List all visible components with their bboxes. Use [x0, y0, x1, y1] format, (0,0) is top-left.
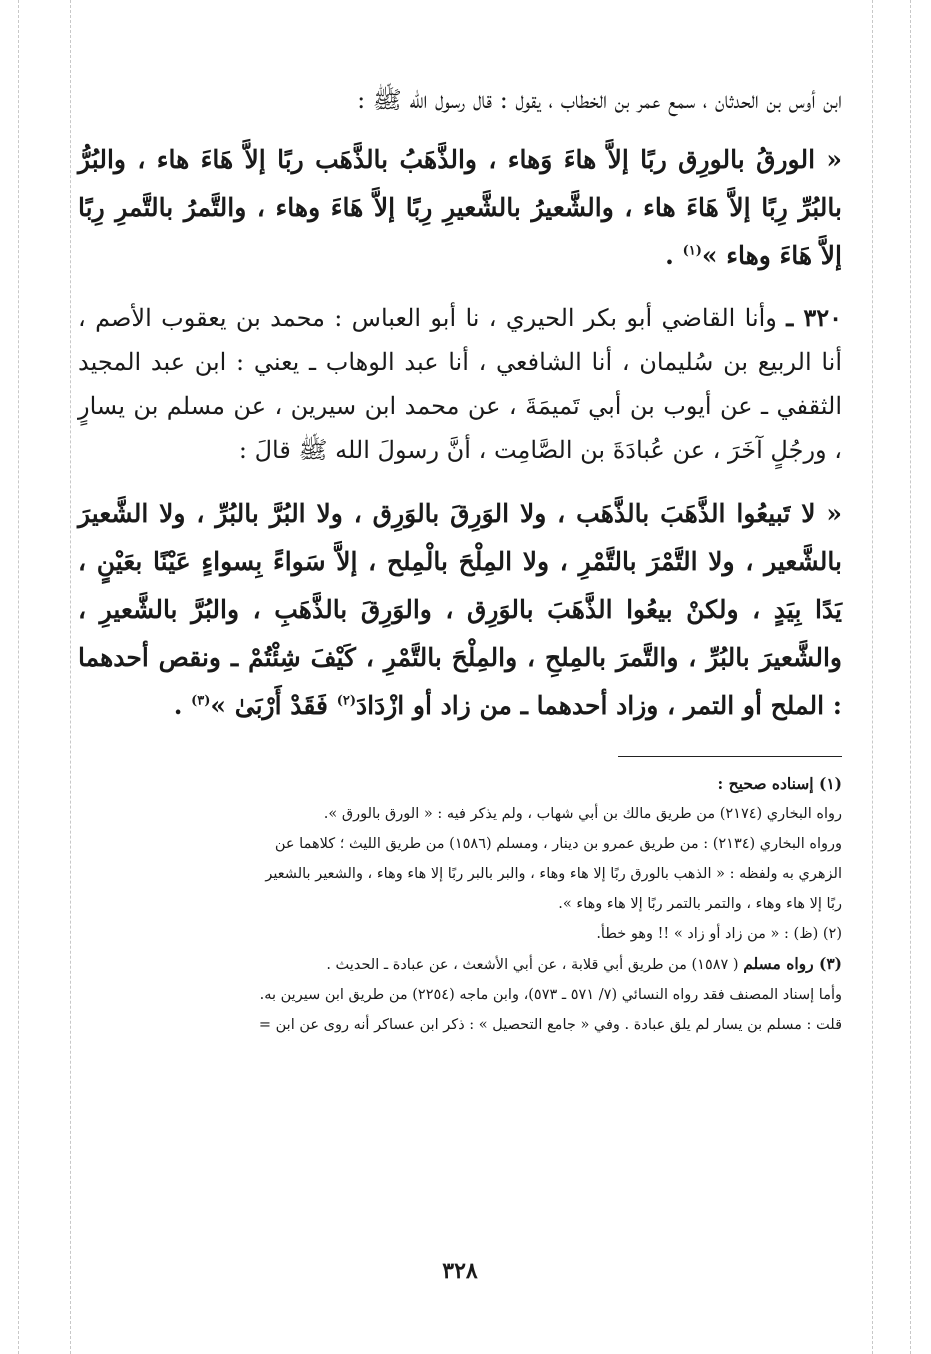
intro-paragraph: ابن أوس بن الحدثان ، سمع عمر بن الخطاب ، يقول : قال رسول الله ﷺ : — [357, 86, 842, 114]
hadith-quote-1-text: « الورقُ بالورِق ربًا إلاَّ هاءَ وَهاء ، والذَّهَبُ بالذَّهَب ربًا إلاَّ هَاءَ هاء ، والبُرُّ بالبُرِّ رِبًا إلاَّ هَاءَ هاء ، والشَّعيرُ بالشَّعيرِ رِبًا إلاَّ هَاءَ وهاء ، والتَّمرُ بالتَّمرِ رِبًا إلاَّ هَاءَ وهاء » — [78, 145, 842, 270]
hadith-quote-2-end: فَقَدْ أَرْبَىٰ » — [210, 691, 328, 720]
footnote-3-head: (٣) رواه مسلم — [743, 954, 842, 973]
footnote-3-line: وأما إسناد المصنف فقد رواه النسائي (٧/ ٥٧١ ـ ٥٧٣)، وابن ماجه (٢٢٥٤) من طريق ابن سيرين به. — [259, 987, 842, 1003]
book-page — [78, 78, 842, 1308]
footnote-3-line — [78, 949, 842, 980]
narration-text: وأنا القاضي أبو بكر الحيري ، نا أبو العباس : محمد بن يعقوب الأصم ، أنا الربيع بن سُليمان ، أنا الشافعي ، أنا عبد الوهاب ـ يعني : ابن عبد المجيد الثقفي ـ عن أيوب بن أبي تَميمَةَ ، عن محمد ابن سيرين ، عن مسلم بن يسارٍ ، ورجُلٍ آخَرَ ، عن عُبادَةَ بن الصَّامِت ، أنَّ رسولَ الله ﷺ قالَ : — [78, 304, 842, 464]
footnote-1-line: ورواه البخاري (٢١٣٤) : من طريق عمرو بن دينار ، ومسلم (١٥٨٦) من طريق الليث ؛ كلاهما عن — [274, 836, 842, 852]
footnote-ref-3: (٣) — [191, 693, 211, 709]
footnote-2: (٢) (ظ) : « من زاد أو زاد » !! وهو خطأ. — [596, 926, 842, 942]
hadith-quote-1: « الورقُ بالورِق ربًا إلاَّ هاءَ وَهاء ، والذَّهَبُ بالذَّهَب ربًا إلاَّ هَاءَ هاء ، والبُرُّ بالبُرِّ رِبًا إلاَّ هَاءَ هاء ، والشَّعيرُ بالشَّعيرِ رِبًا إلاَّ هَاءَ وهاء ، والتَّمرُ بالتَّمرِ رِبًا إلاَّ هَاءَ وهاء »$^{(١)}$ . — [78, 145, 842, 270]
hadith-number: ٣٢٠ ـ — [786, 303, 842, 332]
hadith-quote-2: « لا تَبيعُوا الذَّهَبَ بالذَّهَب ، ولا الوَرِقَ بالوَرِق ، ولا البُرَّ بالبُرِّ ، ولا الشَّعيرَ بالشَّعير ، ولا التَّمْرَ بالتَّمْرِ ، ولا المِلْحَ بالْمِلح ، إلاَّ سَواءً بِسواءٍ عَيْنًا بعَيْنٍ ، يَدًا بِيَدٍ ، ولكنْ بيعُوا الذَّهَبَ بالوَرِق ، والوَرِقَ بالذَّهَبِ ، والبُرَّ بالشَّعيرِ ، والشَّعيرَ بالبُرِّ ، والتَّمرَ بالمِلحِ ، والمِلْحَ بالتَّمْرِ ، كَيْفَ شِئْتُمْ ـ ونقص أحدهما : الملح أو التمر ، وزاد أحدهما ـ من زاد أو ازْدَادَ$^{(٢)}$ فَقَدْ أَرْبَىٰ »$^{(٣)}$ . — [78, 499, 842, 720]
footnote-1-line: ربًا إلا هاء وهاء ، والتمر بالتمر ربًا إلا هاء وهاء ». — [558, 896, 842, 912]
footnote-1-head: (١) إسناده صحيح : — [717, 774, 842, 793]
footnote-divider — [618, 756, 842, 757]
footnotes — [78, 769, 842, 1040]
hadith-quote-2-text: « لا تَبيعُوا الذَّهَبَ بالذَّهَب ، ولا الوَرِقَ بالوَرِق ، ولا البُرَّ بالبُرِّ ، ولا الشَّعيرَ بالشَّعير ، ولا التَّمْرَ بالتَّمْرِ ، ولا المِلْحَ بالْمِلح ، إلاَّ سَواءً بِسواءٍ عَيْنًا بعَيْنٍ ، يَدًا بِيَدٍ ، ولكنْ بيعُوا الذَّهَبَ بالوَرِق ، والوَرِقَ بالذَّهَبِ ، والبُرَّ بالشَّعيرِ ، والشَّعيرَ بالبُرِّ ، والتَّمرَ بالمِلحِ ، والمِلْحَ بالتَّمْرِ ، كَيْفَ شِئْتُمْ ـ ونقص أحدهما : الملح أو التمر ، وزاد أحدهما ـ من زاد أو ازْدَادَ — [78, 499, 842, 720]
footnote-ref-1: (١) — [682, 243, 702, 259]
footnote-1-line: الزهري به ولفظه : « الذهب بالورق ربًا إلا هاء وهاء ، والبر بالبر ربًا إلا هاء وهاء ، والشعير بالشعير — [265, 866, 842, 882]
footnote-1-line: رواه البخاري (٢١٧٤) من طريق مالك بن أبي شهاب ، ولم يذكر فيه : « الورق بالورق ». — [323, 806, 842, 822]
narration-paragraph-320 — [78, 296, 842, 472]
page-number: ٣٢٨ — [442, 1258, 478, 1284]
footnote-3-line: قلت : مسلم بن يسار لم يلق عبادة . وفي « جامع التحصيل » : ذكر ابن عساكر أنه روى عن ابن = — [258, 1017, 842, 1033]
footnote-ref-2: (٢) — [336, 693, 356, 709]
footnote-3-text: ( ١٥٨٧) من طريق أبي قلابة ، عن أبي الأشعث ، عن عبادة ـ الحديث . — [326, 957, 739, 973]
